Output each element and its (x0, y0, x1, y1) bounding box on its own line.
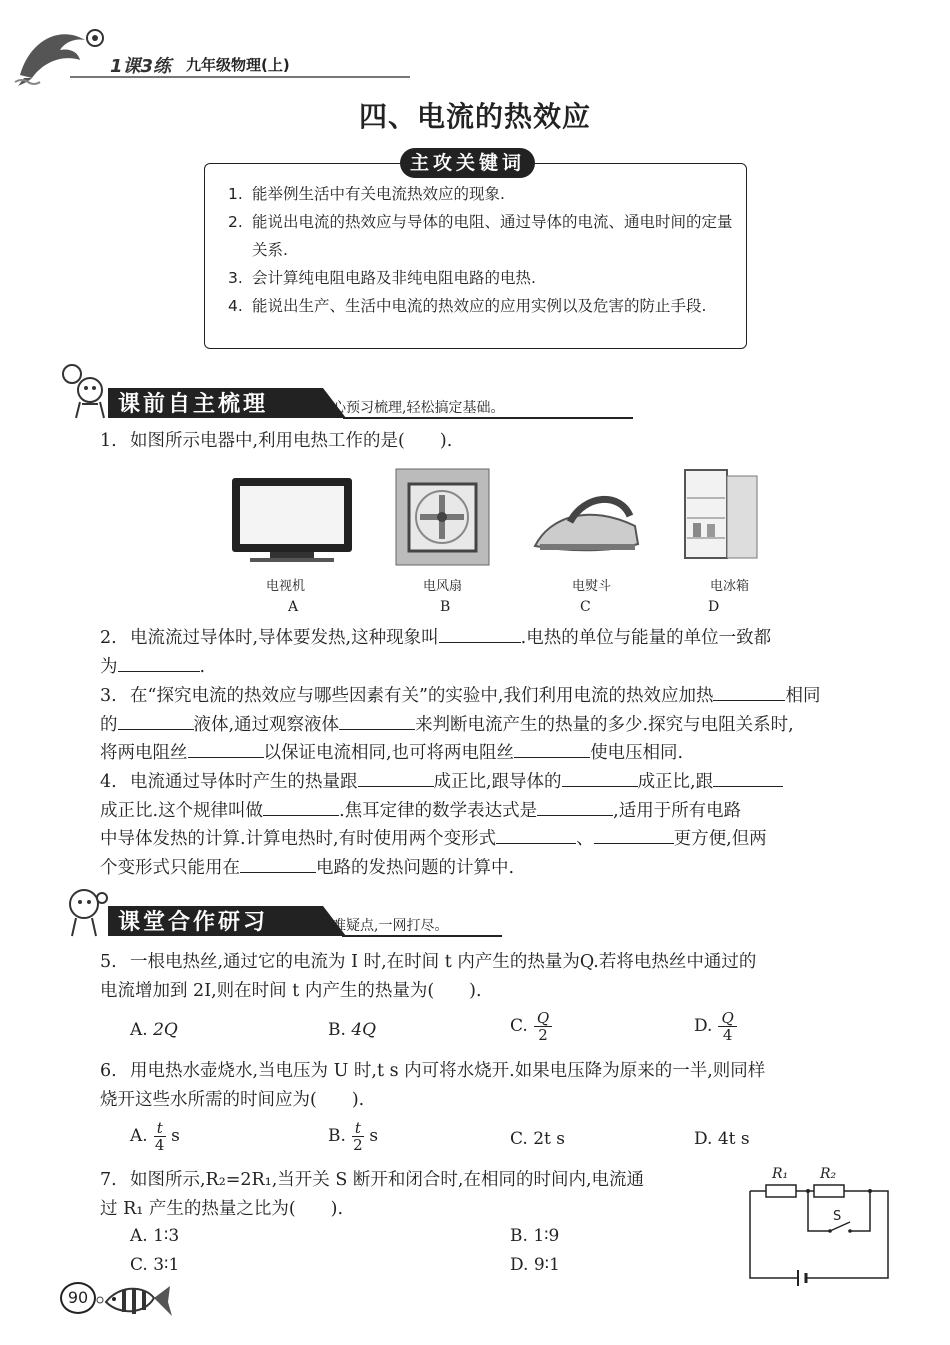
key-point: 4. 能说出生产、生活中电流的热效应的应用实例以及危害的防止手段. (228, 297, 707, 315)
option-c[interactable]: C. 3∶1 (130, 1255, 180, 1275)
appliance-name: 电视机 (266, 579, 306, 594)
answer-blank[interactable] (562, 768, 638, 787)
option-b[interactable]: B. 1∶9 (510, 1226, 560, 1246)
answer-blank[interactable] (240, 854, 316, 873)
section-slogan-preview: 开心预习梳理,轻松搞定基础。 (318, 400, 505, 416)
label-r2: R₂ (820, 1166, 837, 1182)
resistor-r2 (814, 1185, 844, 1197)
circuit-diagram (742, 1160, 894, 1288)
answer-blank[interactable] (118, 653, 200, 672)
option-b[interactable]: B. $\frac{t}{2}$ s (328, 1119, 379, 1154)
option-d[interactable]: D. 9∶1 (510, 1255, 560, 1275)
answer-blank[interactable] (358, 768, 434, 787)
appliance-letter: A (288, 599, 299, 615)
section-slogan-class: 重难疑点,一网打尽。 (318, 918, 449, 934)
question-5: 5. 一根电热丝,通过它的电流为 I 时,在时间 t 内产生的热量为Q.若将电热丝中通过的 电流增加到 2I,则在时间 t 内产生的热量为( ). (100, 952, 757, 1001)
page-number-badge: 90 (60, 1282, 96, 1314)
appliance-name: 电风扇 (423, 579, 463, 594)
brand-logo: 1课3练 (110, 56, 172, 77)
answer-blank[interactable] (594, 825, 674, 844)
fish-decoration-icon (94, 1280, 174, 1322)
page-title: 四、电流的热效应 (358, 100, 591, 133)
appliance-name: 电冰箱 (710, 579, 750, 594)
resistor-r1 (766, 1185, 796, 1197)
option-a[interactable]: A. 1∶3 (130, 1226, 180, 1246)
section-banner-preview (58, 362, 578, 422)
option-d[interactable]: D. $\frac{Q}{4}$ (694, 1010, 737, 1043)
label-r1: R₁ (772, 1166, 789, 1182)
answer-blank[interactable] (713, 682, 785, 701)
key-points-list (228, 180, 738, 320)
key-point: 1. 能举例生活中有关电流热效应的现象. (228, 185, 505, 203)
answer-blank[interactable] (496, 825, 576, 844)
header (10, 20, 410, 90)
appliance-letter: B (440, 599, 451, 615)
key-points-label: 主攻关键词 (400, 148, 535, 178)
book-title: 九年级物理(上) (186, 56, 290, 74)
answer-blank[interactable] (537, 797, 613, 816)
key-point: 3. 会计算纯电阻电路及非纯电阻电路的电热. (228, 269, 536, 287)
appliance-name: 电熨斗 (572, 579, 612, 594)
option-a[interactable]: A. $\frac{t}{4}$ s (130, 1119, 180, 1154)
section-banner-class (62, 880, 582, 940)
option-c[interactable]: C. 2t s (510, 1129, 565, 1149)
dolphin-logo-icon (10, 20, 120, 90)
iron-icon (530, 486, 640, 558)
key-point: 2. 能说出电流的热效应与导体的电阻、通过导体的电流、通电时间的定量关系. (228, 213, 733, 259)
answer-blank[interactable] (263, 797, 339, 816)
question-3: 3. 在“探究电流的热效应与哪些因素有关”的实验中,我们利用电流的热效应加热 相同 的 液体,通过观察液体 来判断电流产生的热量的多少.探究与电阻关系时, 将两电阻丝 以保证电流相同,也可将两电阻丝 使电压相同. (100, 682, 890, 768)
answer-blank[interactable] (339, 711, 415, 730)
section-label-preview: 课前自主梳理 (118, 392, 269, 417)
option-c[interactable]: C. $\frac{Q}{2}$ (510, 1010, 552, 1043)
answer-blank[interactable] (188, 739, 264, 758)
answer-blank[interactable] (118, 711, 194, 730)
label-switch: S (833, 1209, 842, 1224)
question-2: 2. 电流流过导体时,导体要发热,这种现象叫 .电热的单位与能量的单位一致都 为 . (100, 624, 890, 681)
option-b[interactable]: B. 4Q (328, 1020, 377, 1040)
fridge-icon (683, 468, 763, 562)
section-label-class: 课堂合作研习 (118, 910, 269, 935)
appliance-letter: C (580, 599, 591, 615)
banner-rule (342, 935, 502, 937)
answer-blank[interactable] (439, 624, 521, 643)
answer-blank[interactable] (514, 739, 590, 758)
answer-blank[interactable] (713, 768, 783, 787)
question-4: 4. 电流通过导体时产生的热量跟 成正比,跟导体的 成正比,跟 成正比.这个规律叫做 .焦耳定律的数学表达式是 ,适用于所有电路 中导体发热的计算.计算电热时,有时使用两个变形式 、 更方便,但两 个变形式只能用在 电路的发热问题的计算中. (100, 768, 890, 882)
tv-icon (230, 474, 354, 564)
banner-rule (343, 417, 633, 419)
question-6: 6. 用电热水壶烧水,当电压为 U 时,t s 内可将水烧开.如果电压降为原来的一半,则同样 烧开这些水所需的时间应为( ). (100, 1061, 766, 1110)
fan-icon (395, 468, 490, 566)
question-1: 1. 如图所示电器中,利用电热工作的是( ). (100, 431, 453, 451)
option-a[interactable]: A. 2Q (130, 1020, 178, 1040)
question-7: 7. 如图所示,R₂=2R₁,当开关 S 断开和闭合时,在相同的时间内,电流通 过 R₁ 产生的热量之比为( ). (100, 1170, 645, 1219)
option-d[interactable]: D. 4t s (694, 1129, 750, 1149)
appliance-letter: D (708, 599, 720, 615)
